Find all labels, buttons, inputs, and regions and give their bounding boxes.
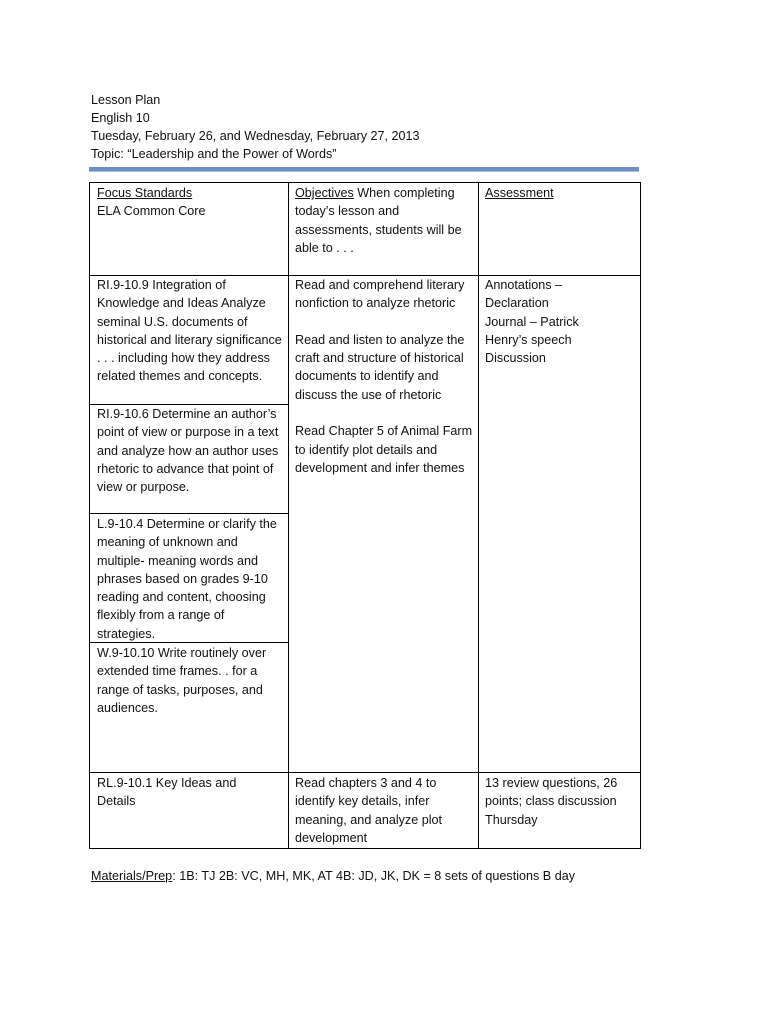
assessment-item: Declaration: [485, 296, 549, 311]
assessment-header: [485, 184, 635, 202]
objectives-list: [295, 276, 475, 477]
assessment-review-questions: 13 review questions, 26 points; class discussion Thursday: [485, 776, 618, 827]
materials-label: Materials/Prep: [91, 869, 173, 883]
doc-title: Lesson Plan: [91, 93, 161, 107]
objectives-intro: When completing today’s lesson and assessments, students will be able to . . .: [295, 186, 462, 255]
assessment-item: Discussion: [485, 351, 546, 366]
objectives-header: [295, 184, 473, 257]
objective-item: Read and listen to analyze the craft and structure of historical documents to identify and discuss the use of rhetoric: [295, 332, 465, 402]
table-row-divider-2: [89, 772, 641, 773]
table-border-top: [89, 182, 641, 183]
table-border-left: [89, 182, 90, 849]
table-border-bottom: [89, 848, 641, 849]
materials-text: : 1B: TJ 2B: VC, MH, MK, AT 4B: JD, JK, DK = 8 sets of questions B day: [172, 869, 576, 883]
lesson-plan-table: [89, 182, 641, 849]
standard-rl-9-10-1: RL.9-10.1 Key Ideas and Details: [97, 776, 237, 809]
table-divider-col1: [288, 182, 289, 849]
objective-chapters-3-4: Read chapters 3 and 4 to identify key details, infer meaning, and analyze plot development: [295, 776, 443, 845]
standard-w-9-10-10: W.9-10.10 Write routinely over extended time frames. . for a range of tasks, purposes, and audiences.: [97, 646, 267, 715]
table-divider-col2: [478, 182, 479, 849]
lesson-topic: Topic: “Leadership and the Power of Words”: [91, 147, 337, 161]
materials-prep: [91, 867, 575, 885]
document-header: [91, 91, 420, 163]
assessment-item: Annotations –: [485, 278, 563, 292]
standard-l-9-10-4: L.9-10.4 Determine or clarify the meaning of unknown and multiple- meaning words and phrases based on grades 9-10 reading and content, choosing flexibly from a range of strategies.: [97, 517, 277, 641]
standard-ri-9-10-9: RI.9-10.9 Integration of Knowledge and Ideas Analyze seminal U.S. documents of historical and literary significance . . . including how they address related themes and concepts.: [97, 278, 282, 384]
objective-item: Read Chapter 5 of Animal Farm to identify plot details and development and infer themes: [295, 424, 473, 475]
standard-ri-9-10-6: RI.9-10.6 Determine an author’s point of view or purpose in a text and analyze how an author uses rhetoric to advance that point of view or purpose.: [97, 407, 279, 495]
objective-item: Read and comprehend literary nonfiction to analyze rhetoric: [295, 278, 465, 311]
focus-standards-header: [97, 184, 283, 221]
focus-standards-subtitle: ELA Common Core: [97, 204, 206, 219]
standards-divider-2: [89, 513, 289, 514]
assessment-item: Journal – Patrick Henry’s speech: [485, 314, 579, 347]
table-border-right: [640, 182, 641, 849]
assessment-list: [485, 276, 615, 367]
lesson-dates: Tuesday, February 26, and Wednesday, February 27, 2013: [91, 129, 420, 143]
objectives-title: Objectives: [295, 186, 354, 200]
course-name: English 10: [91, 111, 150, 125]
assessment-title: Assessment: [485, 186, 554, 200]
header-divider: [89, 167, 639, 171]
focus-standards-title: Focus Standards: [97, 186, 193, 200]
